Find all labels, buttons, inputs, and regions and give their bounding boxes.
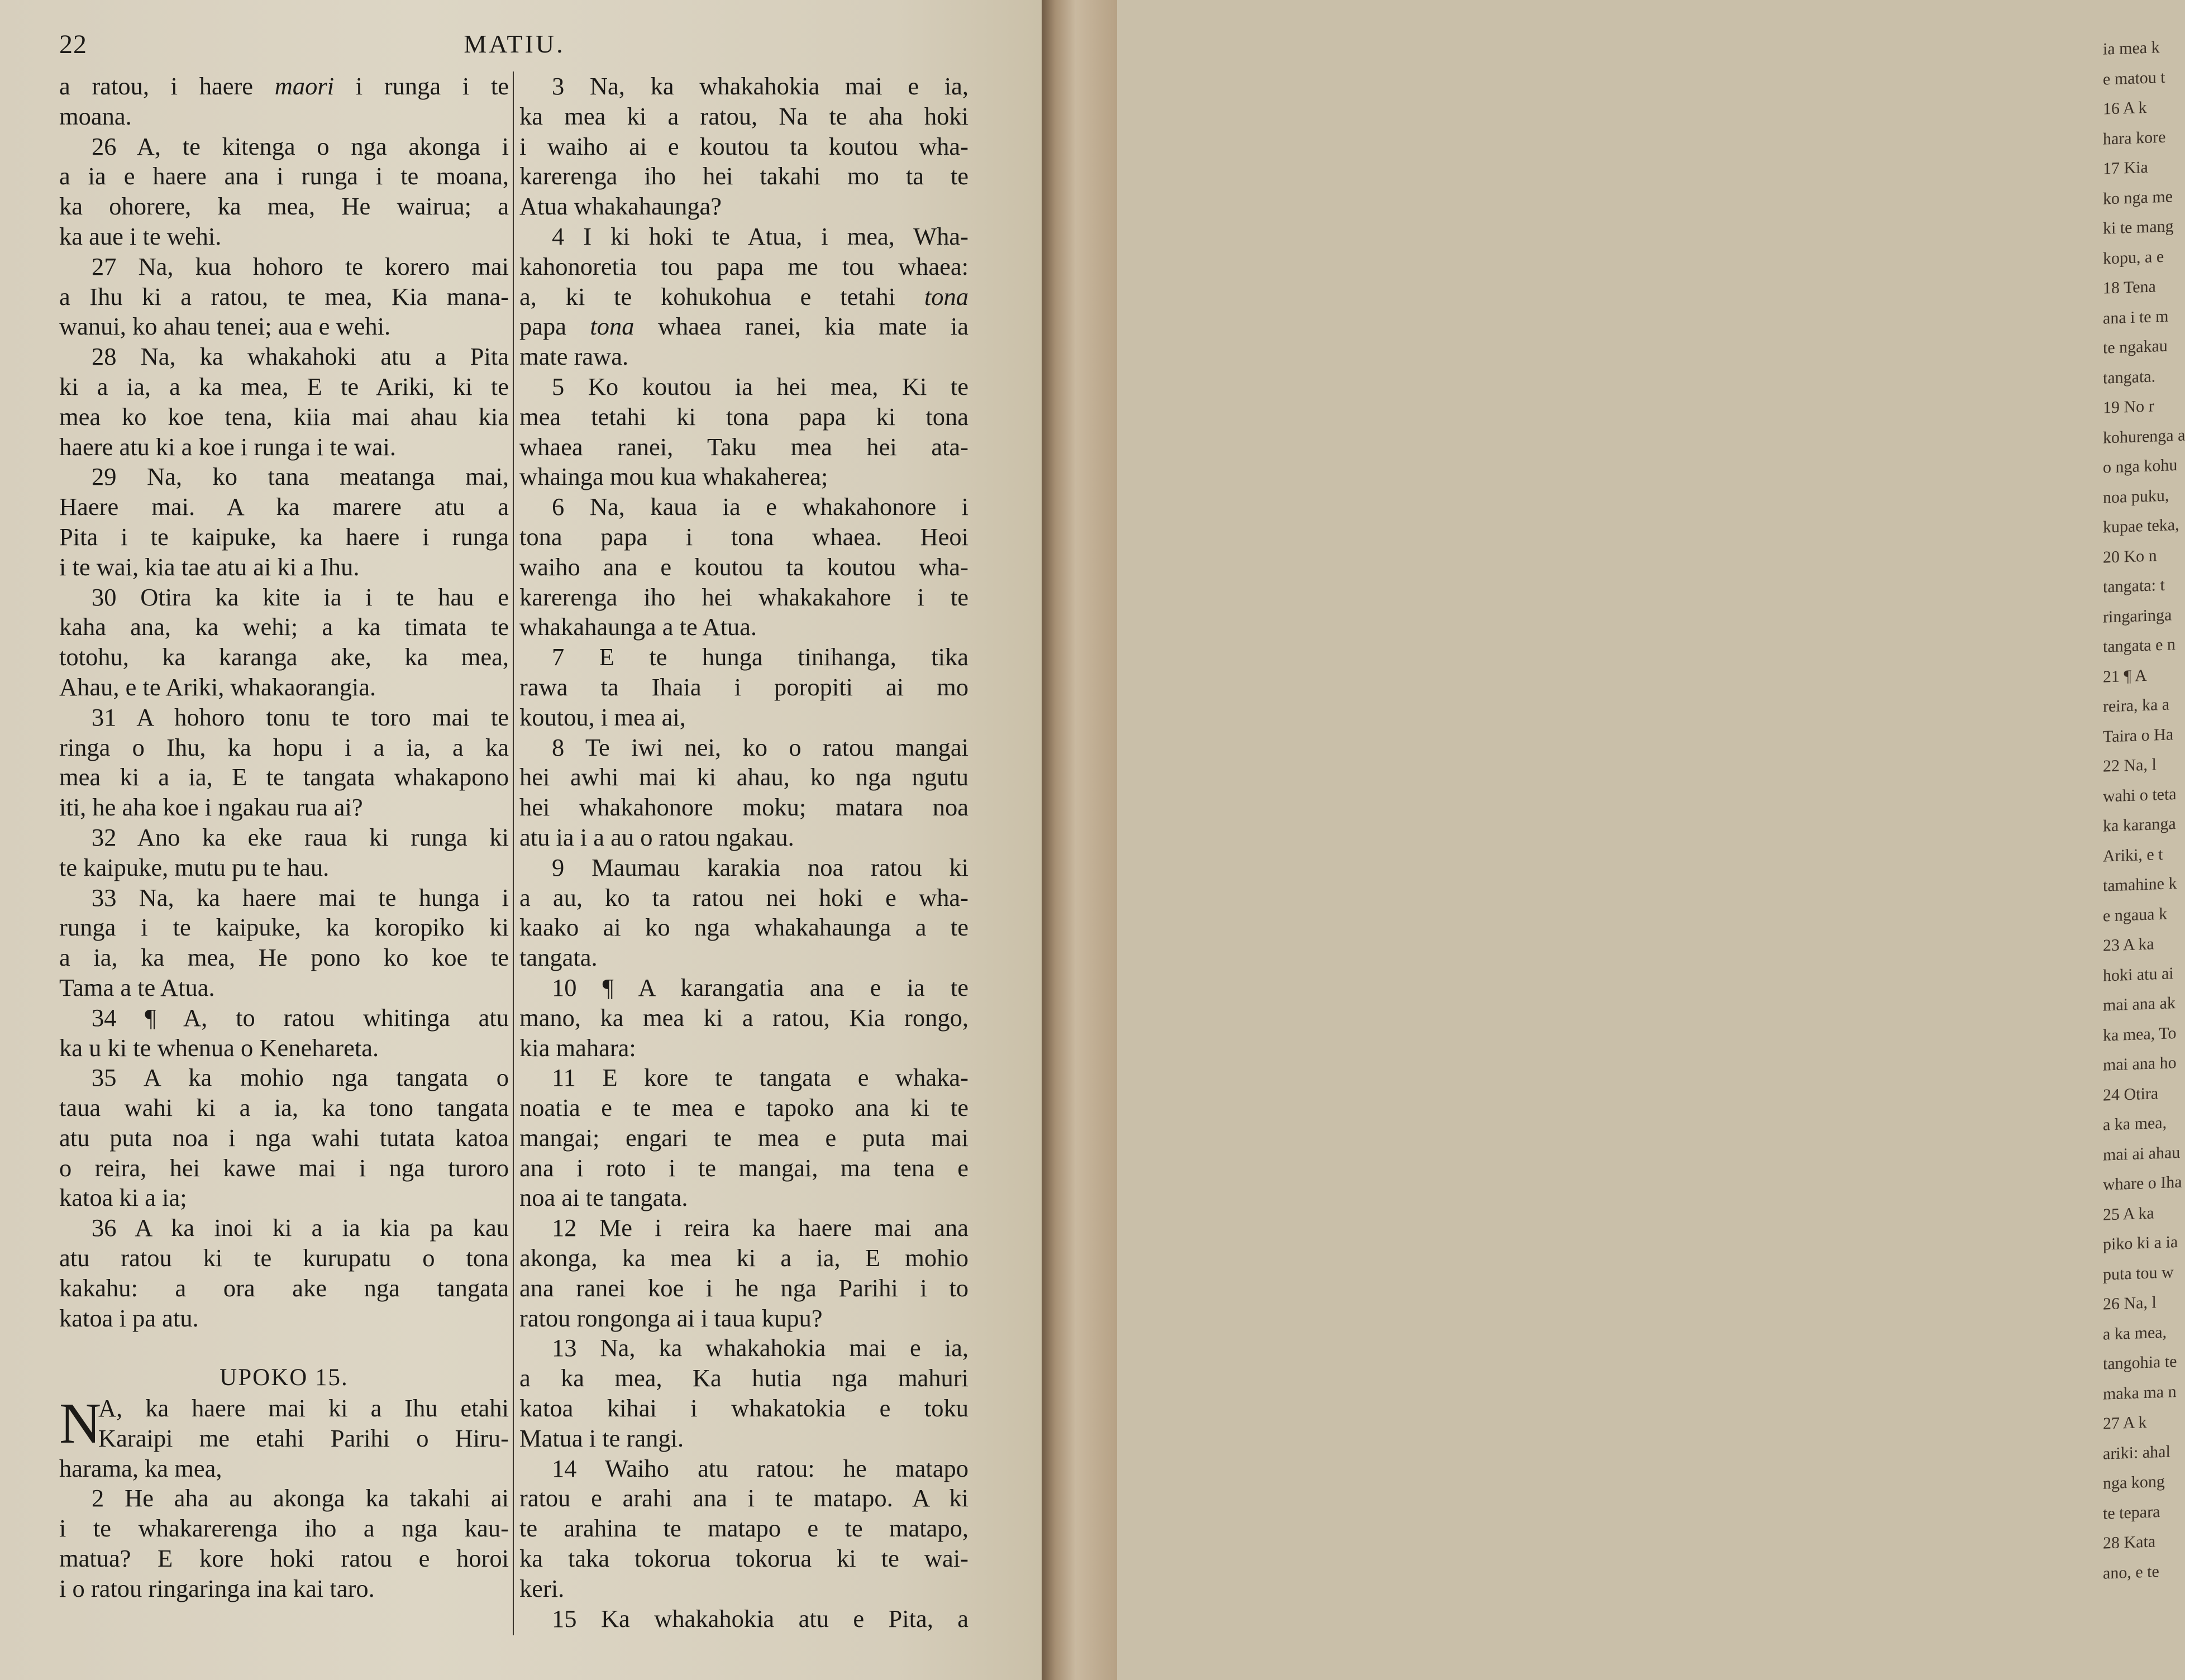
- facing-page-fragment: [2103, 32, 2185, 1588]
- chapter-heading: UPOKO 15.: [220, 1364, 349, 1391]
- text-line: Tama a te Atua.: [59, 973, 215, 1001]
- facing-page-line: 20 Ko n: [2103, 546, 2157, 567]
- drop-cap: N: [59, 1391, 102, 1456]
- facing-page-line: ka karanga: [2103, 814, 2176, 836]
- text-line: 28 Na, ka whakahoki atu a Pita: [92, 342, 509, 371]
- text-line: te arahina te matapo e te matapo,: [519, 1514, 969, 1543]
- text-line: Matua i te rangi.: [519, 1424, 684, 1452]
- text-line: ka mea ki a ratou, Na te aha hoki: [519, 102, 969, 130]
- page-header: [59, 29, 970, 63]
- text-line: ki a ia, a ka mea, E te Ariki, ki te: [59, 372, 509, 400]
- text-line: 10 ¶ A karangatia ana e ia te: [552, 973, 969, 1001]
- text-line: ka taka tokorua tokorua ki te wai-: [519, 1544, 969, 1573]
- text-line: moana.: [59, 102, 132, 130]
- facing-page-line: mai ana ak: [2103, 994, 2176, 1015]
- text-line: 26 A, te kitenga o nga akonga i: [92, 132, 509, 160]
- facing-page-line: hara kore: [2103, 127, 2166, 149]
- text-line: 34 ¶ A, to ratou whitinga atu: [92, 1003, 509, 1032]
- text-line: a au, ko ta ratou nei hoki e wha-: [519, 883, 969, 911]
- facing-page-line: e ngaua k: [2103, 904, 2167, 925]
- text-line: 3 Na, ka whakahokia mai e ia,: [552, 72, 969, 100]
- text-line: ka aue i te wehi.: [59, 222, 222, 250]
- facing-page-line: 23 A ka: [2103, 934, 2154, 955]
- facing-page-line: 24 Otira: [2103, 1084, 2159, 1105]
- text-line: i o ratou ringaringa ina kai taro.: [59, 1574, 375, 1602]
- facing-page-line: reira, ka a: [2103, 695, 2170, 716]
- text-line: mangai; engari te mea e puta mai: [519, 1123, 969, 1152]
- facing-page-line: a ka mea,: [2103, 1113, 2167, 1134]
- text-line: 7 E te hunga tinihanga, tika: [552, 643, 969, 671]
- page-number: 22: [59, 30, 87, 59]
- text-line: katoa ki a ia;: [59, 1183, 187, 1212]
- text-line: kakahu: a ora ake nga tangata: [59, 1273, 509, 1302]
- facing-page-line: whare o Iha: [2103, 1172, 2182, 1194]
- facing-page-line: maka ma n: [2103, 1382, 2177, 1404]
- facing-page-line: noa puku,: [2103, 486, 2169, 507]
- text-line: atu ia i a au o ratou ngakau.: [519, 823, 794, 851]
- text-line: 35 A ka mohio nga tangata o: [92, 1063, 509, 1092]
- text-line: 13 Na, ka whakahokia mai e ia,: [552, 1334, 969, 1362]
- text-line: ratou rongonga ai i taua kupu?: [519, 1304, 823, 1332]
- italic-word: maori: [274, 72, 335, 100]
- text-line: ka ohorere, ka mea, He wairua; a: [59, 192, 509, 221]
- text-line: mea tetahi ki tona papa ki tona: [519, 402, 969, 431]
- text-line: whaea ranei, Taku mea hei ata-: [519, 432, 969, 461]
- book-page: [0, 0, 1053, 1680]
- facing-page-line: nga kong: [2103, 1472, 2165, 1493]
- text-line: 11 E kore te tangata e whaka-: [552, 1063, 969, 1092]
- text-line: ka u ki te whenua o Kenehareta.: [59, 1033, 379, 1062]
- text-line: A, ka haere mai ki a Ihu etahi: [98, 1394, 509, 1423]
- text-line: ana ranei koe i he nga Parihi i to: [519, 1273, 969, 1302]
- text-line: 15 Ka whakahokia atu e Pita, a: [552, 1604, 969, 1633]
- facing-page-line: mai ai ahau: [2103, 1143, 2181, 1164]
- text-line: kahonoretia tou papa me tou whaea:: [519, 252, 969, 280]
- text-line: ratou e arahi ana i te matapo. A ki: [519, 1484, 969, 1512]
- text-line: keri.: [519, 1574, 565, 1602]
- text-line: a ka mea, Ka hutia nga mahuri: [519, 1364, 969, 1392]
- text-line: katoa kihai i whakatokia e toku: [519, 1394, 969, 1423]
- facing-page-line: 17 Kia: [2103, 157, 2148, 178]
- text-line: ana i roto i te mangai, ma tena e: [519, 1153, 969, 1182]
- facing-page-line: kupae teka,: [2103, 515, 2179, 537]
- text-line: katoa i pa atu.: [59, 1304, 199, 1332]
- text-line: karerenga iho hei whakakahore i te: [519, 583, 969, 611]
- text-line: 31 A hohoro tonu te toro mai te: [92, 703, 509, 731]
- text-line: matua? E kore hoki ratou e horoi: [59, 1544, 509, 1573]
- text-line: a, ki te kohukohua e tetahi tona: [519, 282, 969, 311]
- facing-page-line: wahi o teta: [2103, 784, 2177, 806]
- facing-page-line: te ngakau: [2103, 336, 2168, 357]
- facing-page-line: ringaringa: [2103, 605, 2172, 627]
- text-line: whainga mou kua whakaherea;: [519, 462, 828, 491]
- text-line: Atua whakahaunga?: [519, 192, 722, 221]
- text-line: noatia e te mea e tapoko ana ki te: [519, 1094, 969, 1122]
- text-line: 29 Na, ko tana meatanga mai,: [92, 462, 509, 491]
- facing-page-line: piko ki a ia: [2103, 1232, 2178, 1254]
- text-line: akonga, ka mea ki a ia, E mohio: [519, 1244, 969, 1272]
- facing-page-line: ana i te m: [2103, 307, 2169, 328]
- italic-word: tona: [924, 282, 969, 311]
- text-line: 32 Ano ka eke raua ki runga ki: [92, 823, 509, 851]
- facing-page-line: ia mea k: [2103, 38, 2160, 59]
- text-line: a Ihu ki a ratou, te mea, Kia mana-: [59, 282, 509, 311]
- text-line: 6 Na, kaua ia e whakahonore i: [552, 493, 969, 521]
- text-line: ringa o Ihu, ka hopu i a ia, a ka: [59, 733, 509, 761]
- column-rule: [513, 71, 514, 1635]
- facing-page-line: ki te mang: [2103, 217, 2174, 238]
- text-line: mea ko koe tena, kiia mai ahau kia: [59, 402, 509, 431]
- text-line: hei whakahonore moku; matara noa: [519, 793, 969, 822]
- right-column: [519, 71, 969, 1634]
- text-line: taua wahi ki a ia, ka tono tangata: [59, 1094, 509, 1122]
- text-line: te kaipuke, mutu pu te hau.: [59, 853, 330, 881]
- text-line: mea ki a ia, E te tangata whakapono: [59, 763, 509, 791]
- facing-page-line: tangata.: [2103, 366, 2156, 388]
- text-line: 36 A ka inoi ki a ia kia pa kau: [92, 1214, 509, 1242]
- facing-page-line: hoki atu ai: [2103, 963, 2174, 985]
- text-line: hei awhi mai ki ahau, ko nga ngutu: [519, 763, 969, 791]
- text-line: 5 Ko koutou ia hei mea, Ki te: [552, 372, 969, 400]
- text-line: kaako ai ko nga whakahaunga a te: [519, 913, 969, 942]
- text-line: a ia, ka mea, He pono ko koe te: [59, 943, 509, 972]
- text-line: Pita i te kaipuke, ka haere i runga: [59, 522, 509, 551]
- facing-page-line: 25 A ka: [2103, 1203, 2154, 1224]
- facing-page-line: e matou t: [2103, 68, 2165, 89]
- text-line: atu puta noa i nga wahi tutata katoa: [59, 1123, 509, 1152]
- text-line: mano, ka mea ki a ratou, Kia rongo,: [519, 1003, 969, 1032]
- text-line: i te wai, kia tae atu ai ki a Ihu.: [59, 552, 360, 581]
- facing-page-line: ariki: ahal: [2103, 1442, 2170, 1463]
- facing-page-line: o nga kohu: [2103, 456, 2178, 477]
- text-line: noa ai te tangata.: [519, 1183, 688, 1212]
- text-line: papa tona whaea ranei, kia mate ia: [519, 312, 969, 341]
- text-line: a ratou, i haere maori i runga i te: [59, 72, 509, 100]
- text-line: 9 Maumau karakia noa ratou ki: [552, 853, 969, 881]
- facing-page-line: kohurenga a: [2103, 426, 2185, 447]
- facing-page-line: 18 Tena: [2103, 277, 2156, 298]
- text-line: 14 Waiho atu ratou: he matapo: [552, 1454, 969, 1482]
- facing-page-line: kopu, a e: [2103, 247, 2164, 268]
- facing-page-line: puta tou w: [2103, 1262, 2174, 1284]
- facing-page-line: 21 ¶ A: [2103, 666, 2147, 686]
- facing-page-line: tangata e n: [2103, 635, 2176, 656]
- running-title: MATIU.: [464, 30, 565, 58]
- text-line: 2 He aha au akonga ka takahi ai: [92, 1484, 509, 1512]
- book-gutter: [1042, 0, 2185, 1680]
- facing-page-line: 26 Na, l: [2103, 1293, 2157, 1314]
- text-line: 27 Na, kua hohoro te korero mai: [92, 252, 509, 280]
- facing-page-line: 28 Kata: [2103, 1532, 2156, 1553]
- facing-page-line: 22 Na, l: [2103, 755, 2157, 776]
- text-line: o reira, hei kawe mai i nga turoro: [59, 1153, 509, 1182]
- text-line: haere atu ki a koe i runga i te wai.: [59, 432, 396, 461]
- text-line: whakahaunga a te Atua.: [519, 613, 757, 641]
- text-line: i te whakarerenga iho a nga kau-: [59, 1514, 509, 1543]
- facing-page-line: 16 A k: [2103, 98, 2147, 118]
- text-line: a ia e haere ana i runga i te moana,: [59, 162, 509, 190]
- text-line: totohu, ka karanga ake, ka mea,: [59, 643, 509, 671]
- text-line: Haere mai. A ka marere atu a: [59, 493, 509, 521]
- text-line: karerenga iho hei takahi mo ta te: [519, 162, 969, 190]
- facing-page-line: tamahine k: [2103, 874, 2177, 895]
- left-column: [59, 71, 509, 1604]
- facing-page-line: Ariki, e t: [2103, 844, 2163, 866]
- text-line: wanui, ko ahau tenei; aua e wehi.: [59, 312, 391, 341]
- text-line: kaha ana, ka wehi; a ka timata te: [59, 613, 509, 641]
- text-line: 8 Te iwi nei, ko o ratou mangai: [552, 733, 969, 761]
- text-line: Ahau, e te Ariki, whakaorangia.: [59, 672, 376, 701]
- text-line: waiho ana e koutou ta koutou wha-: [519, 552, 969, 581]
- text-line: 33 Na, ka haere mai te hunga i: [92, 883, 509, 911]
- text-line: Karaipi me etahi Parihi o Hiru-: [98, 1424, 509, 1452]
- text-line: tangata.: [519, 943, 598, 972]
- facing-page-line: Taira o Ha: [2103, 724, 2174, 746]
- text-line: iti, he aha koe i ngakau rua ai?: [59, 793, 363, 822]
- facing-page-line: 19 No r: [2103, 397, 2154, 417]
- facing-page-line: tangata: t: [2103, 575, 2165, 596]
- text-line: koutou, i mea ai,: [519, 703, 686, 731]
- facing-page-line: mai ana ho: [2103, 1053, 2177, 1075]
- italic-word: tona: [590, 312, 634, 341]
- facing-page-line: 27 A k: [2103, 1412, 2147, 1433]
- facing-page-line: ko nga me: [2103, 187, 2173, 208]
- text-line: 4 I ki hoki te Atua, i mea, Wha-: [552, 222, 969, 250]
- facing-page-line: ka mea, To: [2103, 1023, 2177, 1045]
- text-line: 30 Otira ka kite ia i te hau e: [92, 583, 509, 611]
- text-line: i waiho ai e koutou ta koutou wha-: [519, 132, 969, 160]
- facing-page-line: a ka mea,: [2103, 1323, 2167, 1344]
- text-line: 12 Me i reira ka haere mai ana: [552, 1214, 969, 1242]
- text-line: tona papa i tona whaea. Heoi: [519, 522, 969, 551]
- text-line: runga i te kaipuke, ka koropiko ki: [59, 913, 509, 942]
- chapter-opening: [59, 1393, 509, 1604]
- text-line: harama, ka mea,: [59, 1454, 222, 1482]
- text-line: mate rawa.: [519, 342, 629, 371]
- text-line: rawa ta Ihaia i poropiti ai mo: [519, 672, 969, 701]
- text-line: atu ratou ki te kurupatu o tona: [59, 1244, 509, 1272]
- facing-page-line: ano, e te: [2103, 1562, 2159, 1583]
- facing-page-line: tangohia te: [2103, 1352, 2177, 1373]
- text-line: kia mahara:: [519, 1033, 636, 1062]
- facing-page-line: te tepara: [2103, 1502, 2160, 1523]
